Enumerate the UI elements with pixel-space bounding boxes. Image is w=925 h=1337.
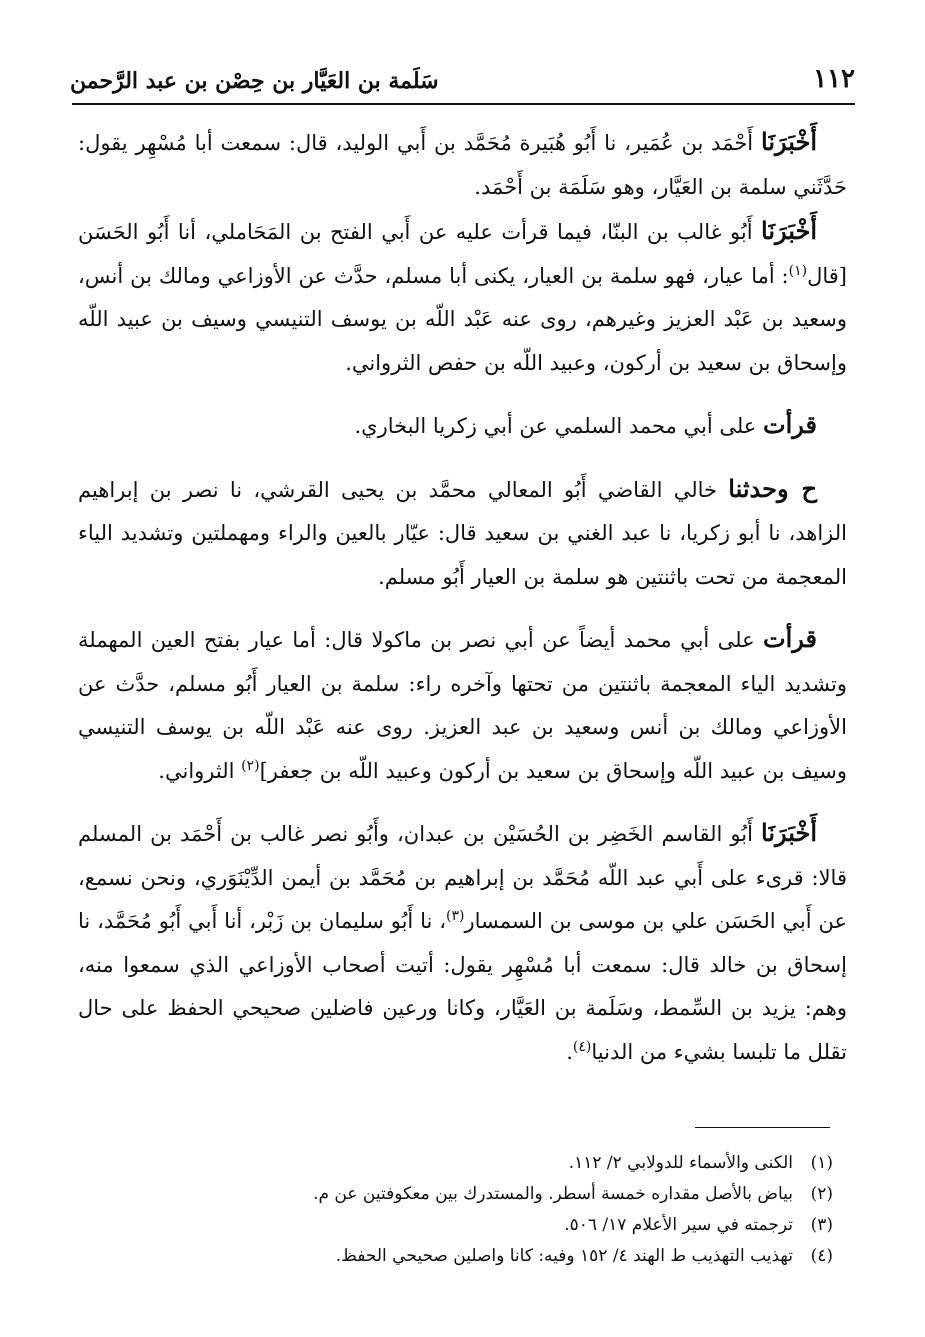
- paragraph-lead: ح وحدثنا: [728, 473, 818, 503]
- paragraph-4: [78, 467, 847, 600]
- paragraph-text: أَبُو القاسم الخَضِر بن الحُسَيْن بن عبدان، وأَبُو نصر غالب بن أَحْمَد بن المسلم قالا: قرىء على أَبي عبد اللّه مُحَمَّد بن إبراهيم بن مُحَمَّد بن أيمن الدِّيْنَوَري، ونحن نسمع، عن أَبي الحَسَن علي بن موسى بن السمسار: [78, 822, 847, 933]
- footnote-number: (٣): [810, 1215, 833, 1235]
- footnote: [78, 1148, 833, 1179]
- paragraph-text: أَبُو غالب بن البنّا، فيما قرأت عليه عن أَبي الفتح بن المَحَاملي، أنا أَبُو الحَسَن [قال: [78, 220, 847, 288]
- paragraph-lead: قرأت: [763, 410, 817, 439]
- footnote-ref: (٢): [241, 757, 260, 774]
- footnote: [78, 1241, 833, 1272]
- footnote-number: (٢): [810, 1184, 833, 1204]
- paragraph-lead: أَخْبَرَنَا: [761, 127, 817, 156]
- footnote-text: ترجمته في سير الأعلام ١٧/ ٥٠٦.: [564, 1215, 793, 1235]
- paragraph-text: أَحْمَد بن عُمَير، نا أَبُو هُبَيرة مُحَمَّد بن أَبي الوليد، قال: سمعت أبا مُسْهِر يقول: حَدَّثَني سلمة بن العَيَّار، وهو سَلَمَة بن أَحْمَد.: [78, 131, 847, 199]
- paragraph-5: [78, 617, 847, 793]
- footnote-ref: (٣): [446, 908, 465, 924]
- header-rule: [72, 103, 855, 105]
- footnote: [78, 1179, 833, 1210]
- paragraph-2: [78, 209, 847, 385]
- paragraph-lead: أَخْبَرَنَا: [761, 818, 817, 847]
- footnote-text: تهذيب التهذيب ط الهند ٤/ ١٥٢ وفيه: كانا واصلين صحيحي الحفظ.: [335, 1246, 793, 1266]
- paragraph-text: على أبي محمد أيضاً عن أبي نصر بن ماكولا قال: أما عيار بفتح العين المهملة وتشديد الياء المعجمة باثنتين من تحتها وآخره راء: سلمة بن العيار أَبُو مسلم، حدَّث عن الأوزاعي ومالك بن أنس وسعيد بن عبد العزيز. روى عنه عَبْد اللّه بن يوسف التنيسي وسيف بن عبيد اللّه وإسحاق بن سعيد بن أركون وعبيد اللّه بن جعفر]: [78, 628, 847, 783]
- footnote-number: (١): [810, 1153, 833, 1173]
- paragraph-text: الثرواني.: [158, 758, 242, 783]
- page-number: ١١٢: [813, 64, 855, 94]
- running-title: سَلَمة بن العَيَّار بن حِصْن بن عبد الرَّحمن: [70, 68, 439, 94]
- footnote-rule: [695, 1127, 830, 1128]
- footnote-number: (٤): [810, 1246, 833, 1266]
- footnote-ref: (٤): [572, 1038, 592, 1055]
- footnote-text: بياض بالأصل مقداره خمسة أسطر. والمستدرك بين معكوفتين عن م.: [313, 1184, 793, 1204]
- paragraph-text: .: [566, 1039, 573, 1064]
- paragraph-3: [78, 403, 847, 449]
- footnote: [78, 1210, 833, 1241]
- paragraph-text: خالي القاضي أَبُو المعالي محمَّد بن يحيى القرشي، نا نصر بن إبراهيم الزاهد، نا أبو زكريا، نا عبد الغني بن سعيد قال: عيّار بالعين والراء ومهملتين وتشديد الياء المعجمة من تحت باثنتين هو سلمة بن العيار أَبُو مسلم.: [78, 477, 847, 589]
- main-text: [78, 120, 847, 1074]
- paragraph-text: : أما عيار، فهو سلمة بن العيار، يكنى أبا مسلم، حدَّث عن الأوزاعي ومالك بن أنس، وسعيد بن عَبْد العزيز وغيرهم، روى عنه عَبْد اللّه بن يوسف التنيسي وسيف بن عبيد اللّه وإسحاق بن سعيد بن أركون، وعبيد اللّه بن حفص الثرواني.: [78, 263, 847, 375]
- footnotes: [78, 1148, 833, 1272]
- paragraph-1: [78, 120, 847, 209]
- paragraph-lead: أَخْبَرَنَا: [761, 216, 817, 245]
- footnote-ref: (١): [788, 262, 808, 279]
- paragraph-lead: قرأت: [763, 624, 817, 653]
- page-header: [70, 62, 855, 102]
- footnote-text: الكنى والأسماء للدولابي ٢/ ١١٢.: [568, 1153, 793, 1173]
- paragraph-6: [78, 811, 847, 1074]
- paragraph-text: على أبي محمد السلمي عن أبي زكريا البخاري.: [354, 414, 764, 438]
- paragraph-text: ، نا أَبُو سليمان بن زَبْر، أنا أَبي أَبُو مُحَمَّد، نا إسحاق بن خالد قال: سمعت أبا مُسْهِر يقول: أتيت أصحاب الأوزاعي الذي سمعوا منه، وهم: يزيد بن السِّمط، وسَلَمة بن العَيَّار، وكانا ورعين فاضلين صحيحي الحفظ على حال تقلل ما تلبسا بشيء من الدنيا: [78, 909, 847, 1064]
